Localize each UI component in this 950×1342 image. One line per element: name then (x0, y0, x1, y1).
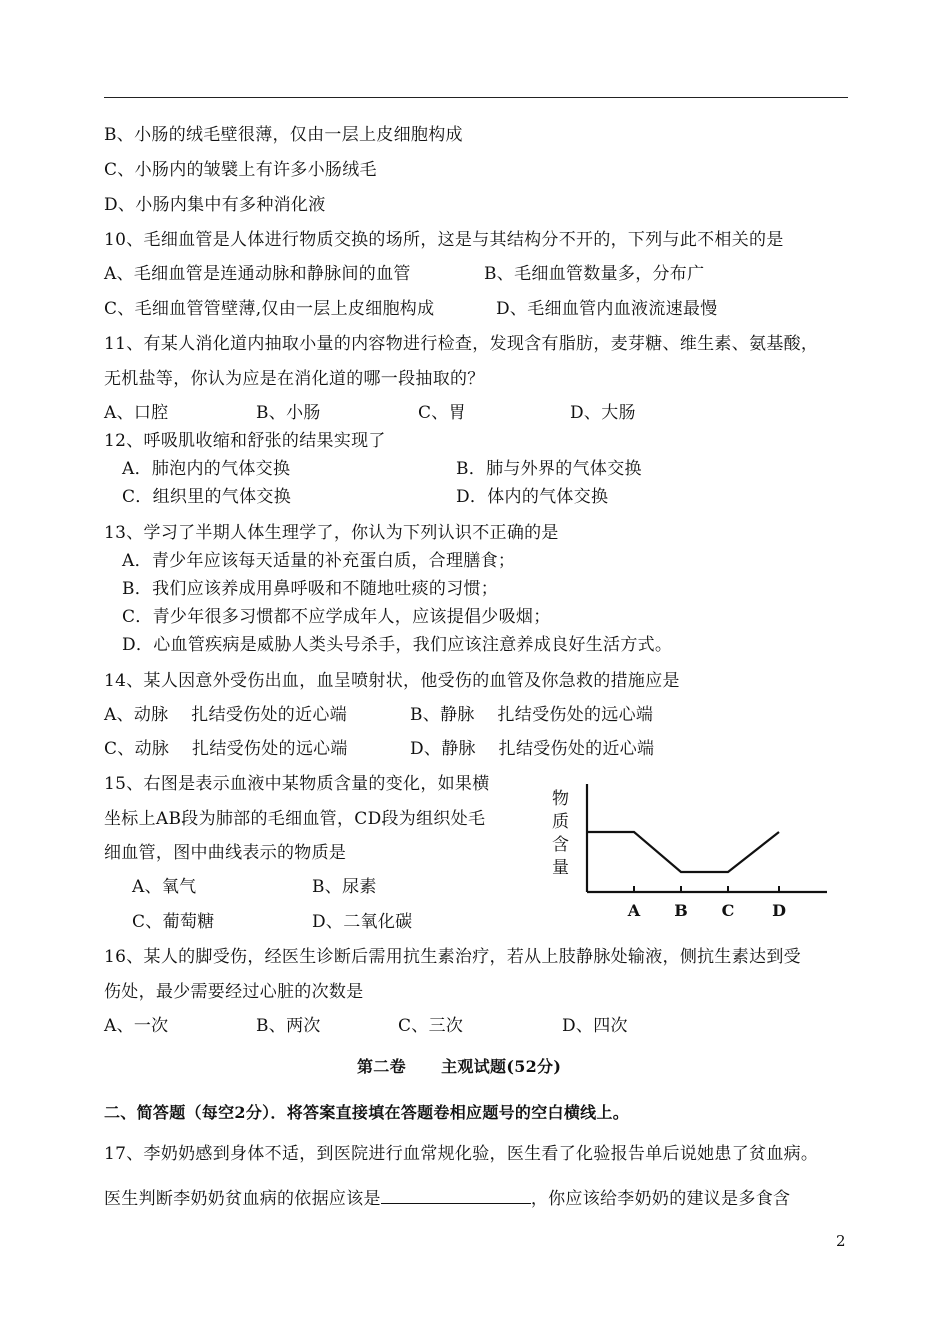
q12-stem: 12、呼吸肌收缩和舒张的结果实现了 (104, 431, 386, 451)
substance-content-chart (545, 778, 835, 920)
q12-option-c: C．组织里的气体交换 (122, 487, 292, 507)
part-two-title: 第二卷 主观试题(52分) (357, 1057, 562, 1076)
q15-stem-1: 15、右图是表示血液中某物质含量的变化，如果横 (104, 774, 490, 794)
q16-stem-1: 16、某人的脚受伤，经医生诊断后需用抗生素治疗，若从上肢静脉处输液，侧抗生素达到受 (104, 947, 801, 967)
q17-stem-1: 17、李奶奶感到身体不适，到医院进行血常规化验，医生看了化验报告单后说她患了贫血病。 (104, 1144, 819, 1164)
q9-option-c: C、小肠内的皱襞上有许多小肠绒毛 (104, 160, 377, 180)
q15-option-c: C、葡萄糖 (132, 912, 215, 932)
header-rule (104, 97, 848, 98)
q13-option-a: A．青少年应该每天适量的补充蛋白质，合理膳食； (122, 551, 516, 571)
q15-option-d: D、二氧化碳 (312, 912, 413, 932)
chart-ylabel-char: 含 (552, 835, 569, 855)
q12-option-b: B．肺与外界的气体交换 (456, 459, 642, 479)
chart-ylabel-char: 量 (552, 858, 569, 878)
q16-option-a: A、一次 (104, 1016, 169, 1036)
q14-option-d: D、静脉 扎结受伤处的近心端 (410, 739, 655, 759)
q11-stem-2: 无机盐等，你认为应是在消化道的哪一段抽取的？ (104, 369, 485, 389)
q15-stem-3: 细血管，图中曲线表示的物质是 (104, 843, 347, 863)
q12-option-a: A．肺泡内的气体交换 (122, 459, 291, 479)
q17-stem-2 (104, 1188, 790, 1210)
q12-option-d: D．体内的气体交换 (456, 487, 609, 507)
q16-stem-2: 伤处，最少需要经过心脏的次数是 (104, 982, 364, 1002)
q9-option-b: B、小肠的绒毛壁很薄，仅由一层上皮细胞构成 (104, 125, 463, 145)
q10-stem: 10、毛细血管是人体进行物质交换的场所，这是与其结构分不开的，下列与此不相关的是 (104, 230, 784, 250)
q14-option-b: B、静脉 扎结受伤处的远心端 (410, 705, 654, 725)
data-line (587, 832, 779, 872)
q10-option-c: C、毛细血管管壁薄,仅由一层上皮细胞构成 (104, 299, 435, 319)
section-two-heading: 二、简答题（每空2分）．将答案直接填在答题卷相应题号的空白横线上。 (104, 1103, 630, 1122)
q11-option-b: B、小肠 (256, 403, 321, 423)
q15-option-b: B、尿素 (312, 877, 377, 897)
q16-option-d: D、四次 (562, 1016, 628, 1036)
q11-stem-1: 11、有某人消化道内抽取小量的内容物进行检查，发现含有脂肪，麦芽糖、维生素、氨基酸， (104, 334, 819, 354)
x-tick-label: C (721, 901, 735, 920)
q16-option-c: C、三次 (398, 1016, 464, 1036)
q13-option-c: C．青少年很多习惯都不应学成年人，应该提倡少吸烟； (122, 607, 551, 627)
q11-option-a: A、口腔 (104, 403, 169, 423)
q13-option-d: D．心血管疾病是威胁人类头号杀手，我们应该注意养成良好生活方式。 (122, 635, 673, 655)
q13-stem: 13、学习了半期人体生理学了，你认为下列认识不正确的是 (104, 523, 559, 543)
x-tick-label: A (627, 901, 641, 920)
chart-ylabel-char: 质 (552, 812, 569, 832)
q16-option-b: B、两次 (256, 1016, 321, 1036)
x-tick-label: D (772, 901, 786, 920)
q15-stem-2: 坐标上AB段为肺部的毛细血管，CD段为组织处毛 (104, 809, 486, 829)
q14-option-a: A、动脉 扎结受伤处的近心端 (104, 705, 347, 725)
q15-option-a: A、氧气 (132, 877, 197, 897)
q17-text-before-blank: 医生判断李奶奶贫血病的依据应该是 (104, 1189, 381, 1209)
x-tick-label: B (674, 901, 688, 920)
chart-ylabel-char: 物 (552, 789, 569, 809)
answer-blank[interactable] (381, 1189, 531, 1204)
q14-option-c: C、动脉 扎结受伤处的远心端 (104, 739, 348, 759)
q17-text-after-blank: ，你应该给李奶奶的建议是多食含 (530, 1189, 791, 1209)
q14-stem: 14、某人因意外受伤出血，血呈喷射状，他受伤的血管及你急救的措施应是 (104, 671, 680, 691)
q9-option-d: D、小肠内集中有多种消化液 (104, 195, 326, 215)
page-number: 2 (836, 1232, 846, 1250)
q10-option-a: A、毛细血管是连通动脉和静脉间的血管 (104, 264, 411, 284)
q11-option-c: C、胃 (418, 403, 466, 423)
q13-option-b: B．我们应该养成用鼻呼吸和不随地吐痰的习惯； (122, 579, 499, 599)
q11-option-d: D、大肠 (570, 403, 636, 423)
q10-option-d: D、毛细血管内血液流速最慢 (496, 299, 718, 319)
q10-option-b: B、毛细血管数量多，分布广 (484, 264, 705, 284)
